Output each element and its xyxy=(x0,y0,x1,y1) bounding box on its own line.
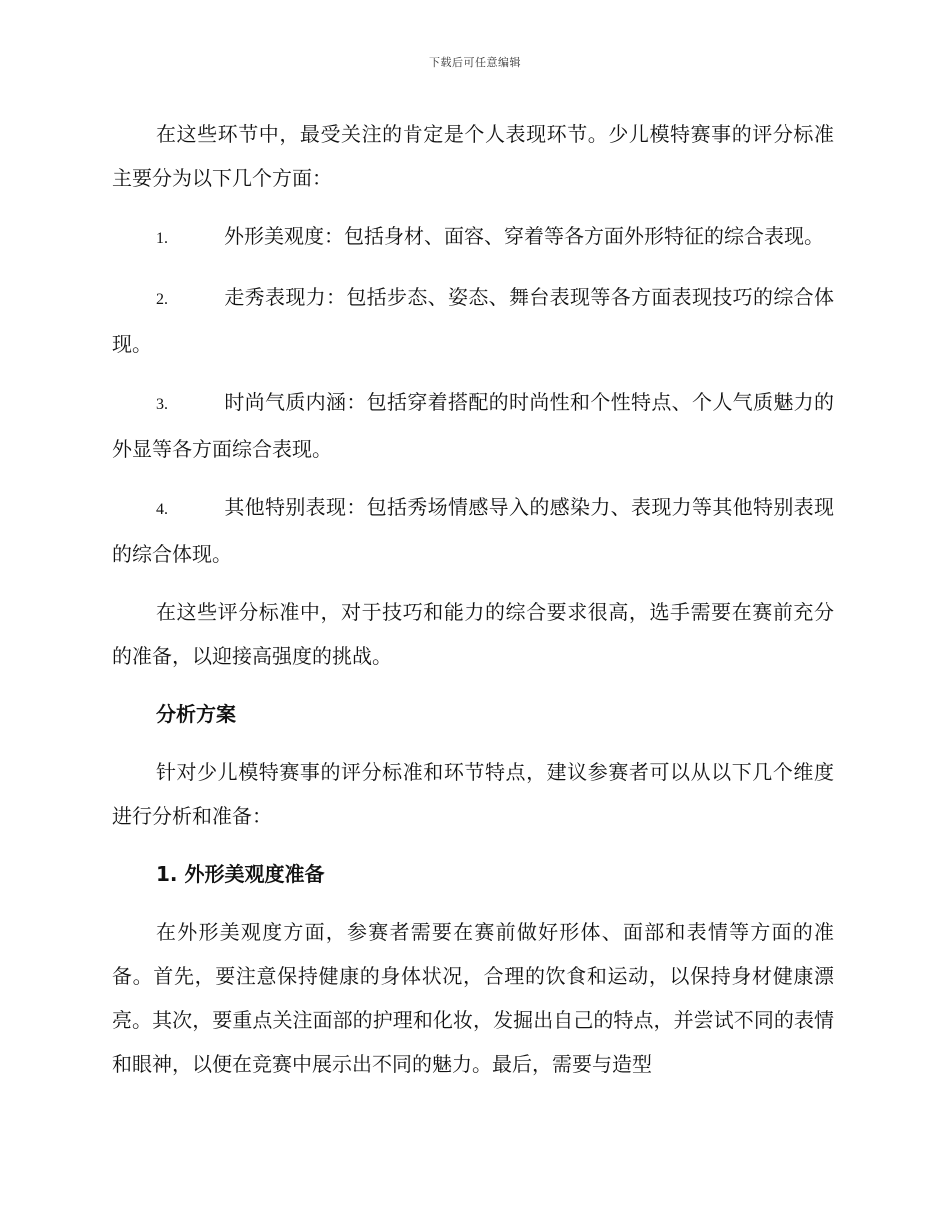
document-body xyxy=(112,112,834,1100)
list-item-text: 走秀表现力：包括步态、姿态、舞台表现等各方面表现技巧的综合体现。 xyxy=(112,285,834,356)
list-item-text: 时尚气质内涵：包括穿着搭配的时尚性和个性特点、个人气质魅力的外显等各方面综合表现。 xyxy=(112,390,834,461)
section-heading-appearance: 1. 外形美观度准备 xyxy=(156,862,325,886)
page-header: 下载后可任意编辑 xyxy=(429,56,521,69)
list-item xyxy=(112,214,834,261)
list-item xyxy=(112,485,834,576)
list-item-number: 3. xyxy=(156,396,168,413)
list-item-number: 1. xyxy=(156,230,168,247)
intro-paragraph: 在这些环节中，最受关注的肯定是个人表现环节。少儿模特赛事的评分标准主要分为以下几个方面： xyxy=(112,122,834,190)
section-heading-analysis: 分析方案 xyxy=(156,702,236,726)
summary-paragraph: 在这些评分标准中，对于技巧和能力的综合要求很高，选手需要在赛前充分的准备，以迎接高强度的挑战。 xyxy=(112,600,834,668)
list-item-text: 外形美观度：包括身材、面容、穿着等各方面外形特征的综合表现。 xyxy=(224,224,824,248)
list-item-text: 其他特别表现：包括秀场情感导入的感染力、表现力等其他特别表现的综合体现。 xyxy=(112,495,834,566)
list-item xyxy=(112,380,834,471)
appearance-paragraph: 在外形美观度方面，参赛者需要在赛前做好形体、面部和表情等方面的准备。首先，要注意保持健康的身体状况，合理的饮食和运动，以保持身材健康漂亮。其次，要重点关注面部的护理和化妆，发掘出自己的特点，并尝试不同的表情和眼神，以便在竞赛中展示出不同的魅力。最后，需要与造型 xyxy=(112,920,834,1076)
analysis-intro-paragraph: 针对少儿模特赛事的评分标准和环节特点，建议参赛者可以从以下几个维度进行分析和准备： xyxy=(112,760,834,828)
list-item-number: 2. xyxy=(156,291,168,308)
list-item-number: 4. xyxy=(156,501,168,518)
list-item xyxy=(112,275,834,366)
